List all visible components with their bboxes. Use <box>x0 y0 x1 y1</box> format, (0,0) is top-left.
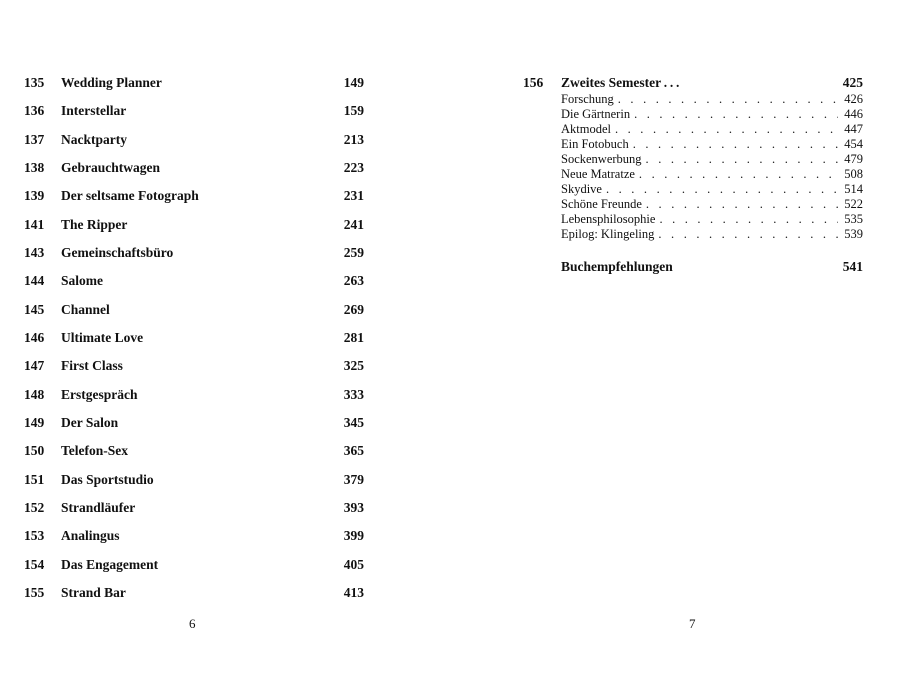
entry-number: 156 <box>523 75 544 90</box>
toc-list-left <box>24 72 364 610</box>
entry-number: 137 <box>24 131 45 147</box>
toc-entry <box>24 72 364 100</box>
toc-entry <box>24 214 364 242</box>
subentry-page: 454 <box>844 137 863 151</box>
entry-page: 241 <box>343 216 364 232</box>
entry-title: Channel <box>61 301 110 317</box>
entry-number: 145 <box>24 301 45 317</box>
subentry-title: Ein Fotobuch <box>561 137 629 151</box>
toc-entry <box>24 412 364 440</box>
entry-title: Strand Bar <box>61 584 126 600</box>
subentry-page: 446 <box>844 107 863 121</box>
page-number: 6 <box>189 616 196 631</box>
subentry-page: 535 <box>844 212 863 226</box>
subentry <box>561 137 863 152</box>
subentry-title: Die Gärtnerin <box>561 107 631 121</box>
entry-title: Erstgespräch <box>61 386 138 402</box>
entry-number: 152 <box>24 499 45 515</box>
entry-page: 269 <box>343 301 364 317</box>
entry-title: Analingus <box>61 528 120 544</box>
extra-entry <box>561 256 863 278</box>
section-heading <box>523 72 863 92</box>
entry-page: 213 <box>343 131 364 147</box>
entry-title: Wedding Planner <box>61 75 162 90</box>
entry-page: 259 <box>343 244 364 260</box>
subentry-title: Sockenwerbung <box>561 152 642 166</box>
subentry <box>561 182 863 197</box>
dot-leader <box>618 92 838 107</box>
entry-number: 144 <box>24 273 45 289</box>
entry-title: First Class <box>61 358 123 374</box>
entry-title: Gebrauchtwagen <box>61 159 160 175</box>
entry-number: 151 <box>24 471 45 487</box>
subentry-page: 508 <box>844 167 863 181</box>
toc-entry <box>24 299 364 327</box>
dot-leader <box>639 167 838 182</box>
subentry <box>561 122 863 137</box>
entry-title: Das Sportstudio <box>61 471 154 487</box>
entry-page: 541 <box>842 259 863 274</box>
entry-number: 150 <box>24 443 45 459</box>
subentry <box>561 197 863 212</box>
dot-leader <box>646 197 838 212</box>
entry-page: 325 <box>343 358 364 374</box>
toc-entry <box>24 554 364 582</box>
dot-leader <box>606 182 838 197</box>
entry-title: Salome <box>61 273 103 289</box>
subentry <box>561 167 863 182</box>
entry-number: 149 <box>24 414 45 430</box>
entry-number: 147 <box>24 358 45 374</box>
entry-page: 399 <box>343 528 364 544</box>
subentry <box>561 152 863 167</box>
subentry-page: 426 <box>844 92 863 106</box>
subentry-title: Neue Matratze <box>561 167 635 181</box>
toc-entry <box>24 355 364 383</box>
entry-page: 345 <box>343 414 364 430</box>
toc-entry <box>24 582 364 610</box>
entry-number: 148 <box>24 386 45 402</box>
dot-leader <box>659 212 838 227</box>
toc-entry <box>24 327 364 355</box>
entry-page: 159 <box>343 103 364 119</box>
toc-entry <box>24 469 364 497</box>
dot-leader <box>646 152 839 167</box>
entry-page: 281 <box>343 329 364 345</box>
subentry-title: Aktmodel <box>561 122 611 136</box>
subentry <box>561 227 863 242</box>
entry-title: Der seltsame Fotograph <box>61 188 199 204</box>
entry-title: Strandläufer <box>61 499 136 515</box>
entry-title: Zweites Semester . . . <box>561 75 680 90</box>
dot-leader <box>633 137 839 152</box>
entry-title: Gemeinschaftsbüro <box>61 244 174 260</box>
toc-entry <box>24 185 364 213</box>
entry-number: 153 <box>24 528 45 544</box>
entry-number: 154 <box>24 556 45 572</box>
entry-title: Telefon-Sex <box>61 443 128 459</box>
entry-title: Das Engagement <box>61 556 159 572</box>
toc-entry <box>24 242 364 270</box>
toc-entry <box>24 129 364 157</box>
subentry-page: 539 <box>844 227 863 241</box>
subentry-page: 447 <box>844 122 863 136</box>
entry-number: 146 <box>24 329 45 345</box>
entry-page: 223 <box>343 159 364 175</box>
entry-page: 149 <box>343 75 364 90</box>
entry-page: 231 <box>343 188 364 204</box>
entry-number: 155 <box>24 584 45 600</box>
entry-page: 379 <box>343 471 364 487</box>
entry-number: 139 <box>24 188 45 204</box>
entry-number: 136 <box>24 103 45 119</box>
entry-page: 405 <box>343 556 364 572</box>
subentry-list <box>561 92 863 242</box>
subentry <box>561 92 863 107</box>
subentry-title: Skydive <box>561 182 602 196</box>
entry-page: 393 <box>343 499 364 515</box>
subentry-page: 522 <box>844 197 863 211</box>
entry-page: 413 <box>343 584 364 600</box>
subentry-page: 479 <box>844 152 863 166</box>
toc-entry <box>24 270 364 298</box>
toc-entry <box>24 384 364 412</box>
entry-page: 365 <box>343 443 364 459</box>
page-number: 7 <box>689 616 696 631</box>
subentry-page: 514 <box>844 182 863 196</box>
dot-leader <box>634 107 838 122</box>
toc-entry <box>24 440 364 468</box>
entry-number: 135 <box>24 75 45 90</box>
entry-page: 263 <box>343 273 364 289</box>
toc-entry <box>24 100 364 128</box>
subentry-title: Schöne Freunde <box>561 197 642 211</box>
subentry-title: Forschung <box>561 92 614 106</box>
entry-title: Interstellar <box>61 103 127 119</box>
toc-entry <box>24 525 364 553</box>
entry-page: 333 <box>343 386 364 402</box>
subentry <box>561 107 863 122</box>
dot-leader <box>658 227 838 242</box>
subentry-title: Lebensphilosophie <box>561 212 656 226</box>
entry-number: 141 <box>24 216 45 232</box>
entry-title: Buchempfehlungen <box>561 259 673 274</box>
toc-entry <box>24 157 364 185</box>
entry-number: 138 <box>24 159 45 175</box>
subentry-title: Epilog: Klingeling <box>561 227 655 241</box>
entry-title: Nacktparty <box>61 131 127 147</box>
entry-title: Ultimate Love <box>61 329 144 345</box>
subentry <box>561 212 863 227</box>
entry-title: The Ripper <box>61 216 128 232</box>
entry-title: Der Salon <box>61 414 119 430</box>
entry-page: 425 <box>842 75 863 90</box>
dot-leader <box>615 122 838 137</box>
entry-number: 143 <box>24 244 45 260</box>
toc-entry <box>24 497 364 525</box>
